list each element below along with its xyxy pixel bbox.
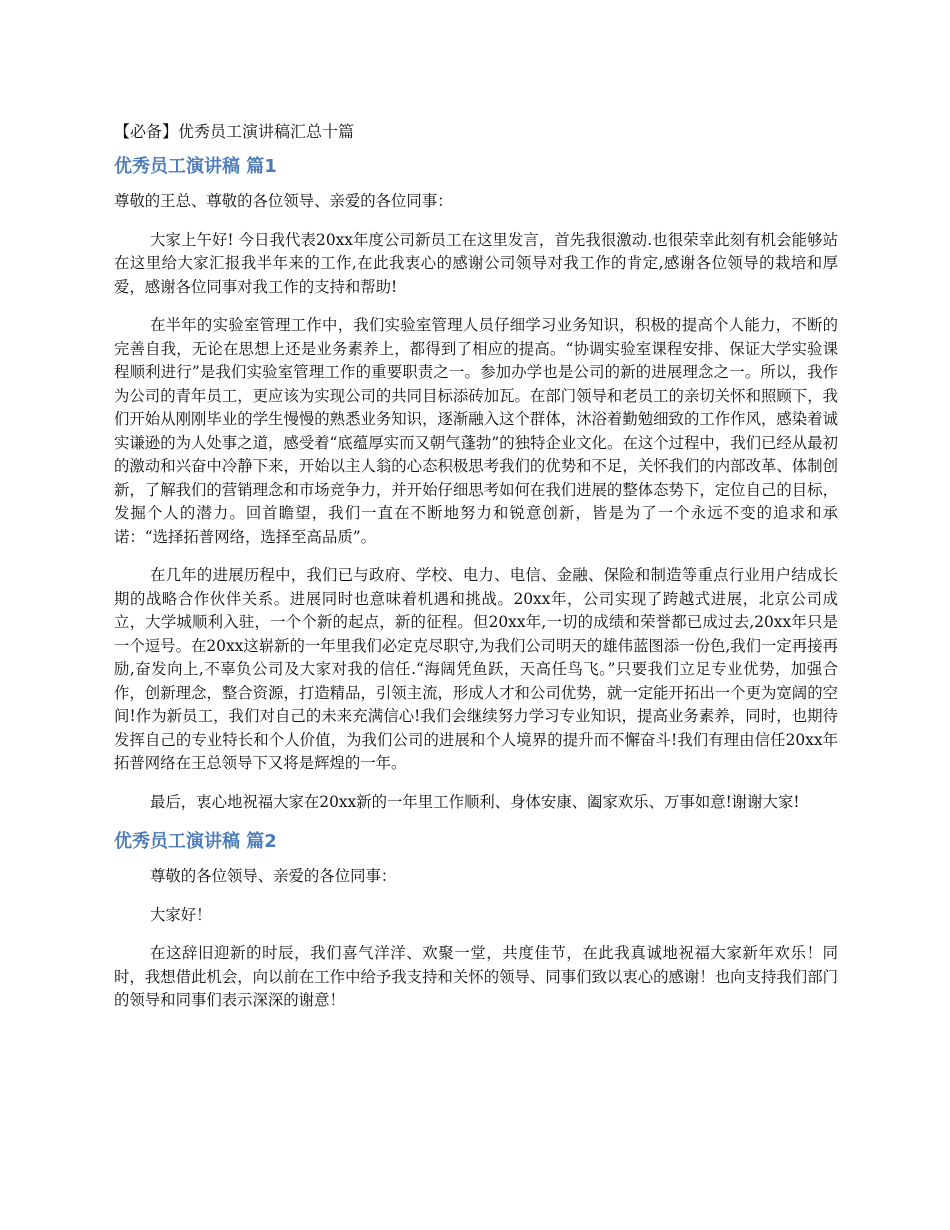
section-heading: 优秀员工演讲稿 篇1 xyxy=(114,156,277,177)
document-title: 【必备】优秀员工演讲稿汇总十篇 xyxy=(114,122,355,141)
section-2 xyxy=(114,829,838,1013)
greeting: 尊敬的王总、尊敬的各位领导、亲爱的各位同事： xyxy=(114,192,453,210)
section-heading: 优秀员工演讲稿 篇2 xyxy=(114,831,277,852)
section-1 xyxy=(114,154,838,814)
paragraph: 大家好！ xyxy=(150,905,212,924)
document-page xyxy=(114,120,838,1028)
greeting: 尊敬的各位领导、亲爱的各位同事： xyxy=(150,867,397,885)
paragraph: 在半年的实验室管理工作中，我们实验室管理人员仔细学习业务知识，积极的提高个人能力，不断的完善自我，无论在思想上还是业务素养上，都得到了相应的提高。“协调实验室课程安排、保证大学实验课程顺利进行”是我们实验室管理工作的重要职责之一。参加办学也是公司的新的进展理念之一。所以，我作为公司的青年员工，更应该为实现公司的共同目标添砖加瓦。在部门领导和老员工的亲切关怀和照顾下，我们开始从刚刚毕业的学生慢慢的熟悉业务知识，逐渐融入这个群体，沐浴着勤勉细致的工作作风，感染着诚实谦逊的为人处事之道，感受着“底蕴厚实而又朝气蓬勃”的独特企业文化。在这个过程中，我们已经从最初的激动和兴奋中冷静下来，开始以主人翁的心态积极思考我们的优势和不足，关怀我们的内部改革、体制创新，了解我们的营销理念和市场竞争力，并开始仔细思考如何在我们进展的整体态势下，定位自己的目标，发掘个人的潜力。回首瞻望，我们一直在不断地努力和锐意创新，皆是为了一个永远不变的追求和承诺：“选择拓普网络，选择至高品质”。 xyxy=(114,316,838,546)
paragraph: 在几年的进展历程中，我们已与政府、学校、电力、电信、金融、保险和制造等重点行业用户结成长期的战略合作伙伴关系。进展同时也意味着机遇和挑战。20xx年，公司实现了跨越式进展，北京公司成立，大学城顺利入驻，一个个新的起点，新的征程。但20xx年,一切的成绩和荣誉都已成过去,20xx年只是一个逗号。在20xx这崭新的一年里我们必定克尽职守,为我们公司明天的雄伟蓝图添一份色,我们一定再接再励,奋发向上,不辜负公司及大家对我的信任.“海阔凭鱼跃，天高任鸟飞。”只要我们立足专业优势，加强合作，创新理念，整合资源，打造精品，引领主流，形成人才和公司优势，就一定能开拓出一个更为宽阔的空间!作为新员工，我们对自己的未来充满信心!我们会继续努力学习专业知识，提高业务素养，同时，也期待发挥自己的专业特长和个人价值，为我们公司的进展和个人境界的提升而不懈奋斗!我们有理由信任20xx年拓普网络在王总领导下又将是辉煌的一年。 xyxy=(114,566,838,772)
paragraph: 大家上午好! 今日我代表20xx年度公司新员工在这里发言，首先我很激动.也很荣幸此刻有机会能够站在这里给大家汇报我半年来的工作,在此我衷心的感谢公司领导对我工作的肯定,感谢各位领导的栽培和厚爱，感谢各位同事对我工作的支持和帮助! xyxy=(114,230,838,296)
paragraph: 在这辞旧迎新的时辰，我们喜气洋洋、欢聚一堂，共度佳节，在此我真诚地祝福大家新年欢乐！同时，我想借此机会，向以前在工作中给予我支持和关怀的领导、同事们致以衷心的感谢！也向支持我们部门的领导和同事们表示深深的谢意！ xyxy=(114,944,838,1009)
paragraph: 最后，衷心地祝福大家在20xx新的一年里工作顺利、身体安康、阖家欢乐、万事如意!谢谢大家! xyxy=(150,792,800,811)
